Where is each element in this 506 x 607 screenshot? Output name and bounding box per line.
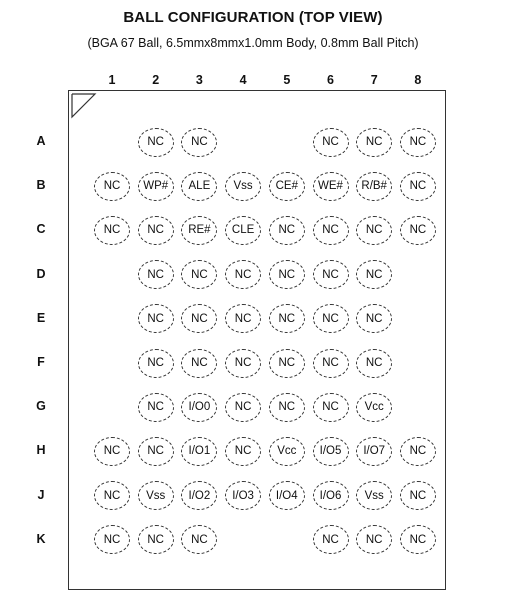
ball-K8: NC: [400, 525, 436, 554]
ball-G2: NC: [138, 393, 174, 422]
ball-H3: I/O1: [181, 437, 217, 466]
ball-J1: NC: [94, 481, 130, 510]
ball-F2: NC: [138, 349, 174, 378]
ball-C1: NC: [94, 216, 130, 245]
column-label-8: 8: [414, 73, 422, 87]
ball-D2: NC: [138, 260, 174, 289]
ball-G7: Vcc: [356, 393, 392, 422]
ball-A7: NC: [356, 128, 392, 157]
diagram-title: BALL CONFIGURATION (TOP VIEW): [123, 9, 383, 26]
ball-E4: NC: [225, 304, 261, 333]
ball-A2: NC: [138, 128, 174, 157]
ball-J3: I/O2: [181, 481, 217, 510]
ball-B6: WE#: [313, 172, 349, 201]
ball-B2: WP#: [138, 172, 174, 201]
row-label-E: E: [36, 310, 46, 325]
ball-B7: R/B#: [356, 172, 392, 201]
ball-C6: NC: [313, 216, 349, 245]
ball-H5: Vcc: [269, 437, 305, 466]
row-label-K: K: [36, 531, 46, 546]
ball-J6: I/O6: [313, 481, 349, 510]
ball-H2: NC: [138, 437, 174, 466]
ball-G5: NC: [269, 393, 305, 422]
pin1-marker-icon: [71, 93, 97, 119]
row-label-H: H: [36, 443, 46, 458]
ball-C8: NC: [400, 216, 436, 245]
ball-K3: NC: [181, 525, 217, 554]
ball-K1: NC: [94, 525, 130, 554]
ball-F7: NC: [356, 349, 392, 378]
ball-D4: NC: [225, 260, 261, 289]
ball-F5: NC: [269, 349, 305, 378]
row-label-D: D: [36, 266, 46, 281]
ball-C7: NC: [356, 216, 392, 245]
row-label-C: C: [36, 222, 46, 237]
ball-H4: NC: [225, 437, 261, 466]
ball-E7: NC: [356, 304, 392, 333]
ball-E2: NC: [138, 304, 174, 333]
package-outline: [68, 90, 446, 590]
row-label-J: J: [37, 487, 45, 502]
ball-K2: NC: [138, 525, 174, 554]
ball-D6: NC: [313, 260, 349, 289]
column-label-4: 4: [239, 73, 247, 87]
row-label-F: F: [37, 355, 45, 369]
ball-C3: RE#: [181, 216, 217, 245]
ball-H1: NC: [94, 437, 130, 466]
ball-B4: Vss: [225, 172, 261, 201]
column-label-1: 1: [108, 73, 116, 87]
ball-E6: NC: [313, 304, 349, 333]
ball-A6: NC: [313, 128, 349, 157]
ball-D7: NC: [356, 260, 392, 289]
row-label-B: B: [36, 178, 46, 193]
ball-H7: I/O7: [356, 437, 392, 466]
ball-A3: NC: [181, 128, 217, 157]
ball-G3: I/O0: [181, 393, 217, 422]
ball-D3: NC: [181, 260, 217, 289]
column-label-6: 6: [327, 73, 334, 87]
ball-B3: ALE: [181, 172, 217, 201]
ball-C4: CLE: [225, 216, 261, 245]
ball-F6: NC: [313, 349, 349, 378]
column-label-3: 3: [195, 73, 203, 87]
ball-D5: NC: [269, 260, 305, 289]
row-label-A: A: [36, 134, 46, 148]
ball-K6: NC: [313, 525, 349, 554]
ball-E5: NC: [269, 304, 305, 333]
ball-J2: Vss: [138, 481, 174, 510]
ball-G6: NC: [313, 393, 349, 422]
ball-J5: I/O4: [269, 481, 305, 510]
column-label-2: 2: [152, 73, 160, 87]
ball-F3: NC: [181, 349, 217, 378]
ball-G4: NC: [225, 393, 261, 422]
ball-K7: NC: [356, 525, 392, 554]
column-label-5: 5: [283, 73, 291, 87]
ball-C5: NC: [269, 216, 305, 245]
ball-H6: I/O5: [313, 437, 349, 466]
ball-J7: Vss: [356, 481, 392, 510]
column-label-7: 7: [370, 73, 378, 87]
ball-E3: NC: [181, 304, 217, 333]
ball-C2: NC: [138, 216, 174, 245]
ball-B8: NC: [400, 172, 436, 201]
ball-B1: NC: [94, 172, 130, 201]
row-label-G: G: [36, 399, 46, 414]
ball-J8: NC: [400, 481, 436, 510]
ball-H8: NC: [400, 437, 436, 466]
ball-A8: NC: [400, 128, 436, 157]
ball-J4: I/O3: [225, 481, 261, 510]
diagram-subtitle: (BGA 67 Ball, 6.5mmx8mmx1.0mm Body, 0.8mm Ball Pitch): [87, 36, 419, 50]
ball-F4: NC: [225, 349, 261, 378]
ball-B5: CE#: [269, 172, 305, 201]
